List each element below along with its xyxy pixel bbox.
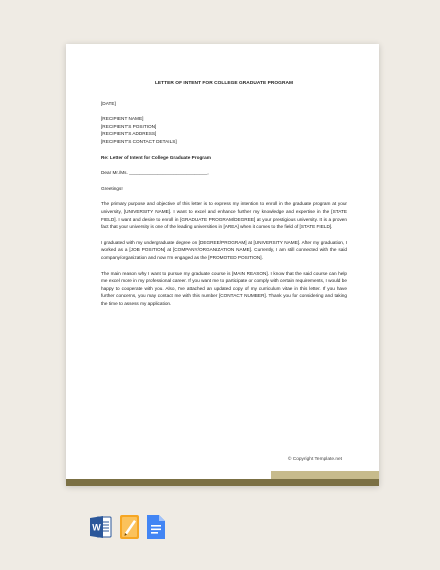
word-icon[interactable] bbox=[90, 514, 112, 545]
recipient-name: [RECIPIENT NAME] bbox=[101, 116, 144, 122]
accent-bar-dark bbox=[66, 479, 379, 486]
recipient-block bbox=[101, 115, 347, 145]
salutation: Dear Mr./Ms. ______________________________, bbox=[101, 170, 209, 176]
recipient-address: [RECIPIENT'S ADDRESS] bbox=[101, 131, 157, 137]
paragraph-reason: The main reason why I want to pursue my graduate course is [MAIN REASON]. I know that the said course can help me excel more in my professional career. If you want me to participate or comply with certain requirements, I would be happy to cooperate with you. Also, I've attached an updated copy of my curriculum vitae in this letter. If you have further concerns, you may contact me with this number [CONTACT NUMBER]. Thank you for considering and taking the time to assess my application. bbox=[101, 270, 347, 306]
greeting: Greetings! bbox=[101, 185, 123, 191]
date-line: [DATE] bbox=[101, 100, 116, 106]
copyright-notice: © Copyright Template.net bbox=[287, 457, 342, 462]
subject-line: Re: Letter of Intent for College Graduate Program bbox=[101, 154, 211, 160]
google-docs-icon[interactable] bbox=[146, 514, 166, 545]
accent-bar-light bbox=[271, 471, 379, 479]
paragraph-purpose: The primary purpose and objective of this letter is to express my intention to enroll in the graduate program at your university, [UNIVERSITY NAME]. I want to excel and enhance further my knowledge and expertise in the [STATE FIELD]. I want and desire to enroll in [GRADUATE PROGRAM/DEGREE] at your prestigious university. It is a proven fact that your university is one of the leading universities in [AREA] when it comes to the field of [STATE FIELD]. bbox=[101, 201, 347, 230]
recipient-contact: [RECIPIENT'S CONTACT DETAILS] bbox=[101, 138, 177, 144]
document-page bbox=[66, 44, 379, 486]
document-title: LETTER OF INTENT FOR COLLEGE GRADUATE PROGRAM bbox=[154, 81, 294, 86]
pages-icon[interactable] bbox=[119, 514, 141, 545]
document-body bbox=[101, 80, 347, 315]
recipient-position: [RECIPIENT'S POSITION] bbox=[101, 123, 157, 129]
svg-text:W: W bbox=[92, 522, 101, 533]
paragraph-background: I graduated with my undergraduate degree on [DEGREE/PROGRAM] at [UNIVERSITY NAME]. After my graduation, I worked as a [JOB POSITION] at [COMPANY/ORGANIZATION NAME]. Currently, I am still connected with the said company/organization and now I'm engaged as the [PROMOTED POSITION]. bbox=[101, 239, 347, 260]
